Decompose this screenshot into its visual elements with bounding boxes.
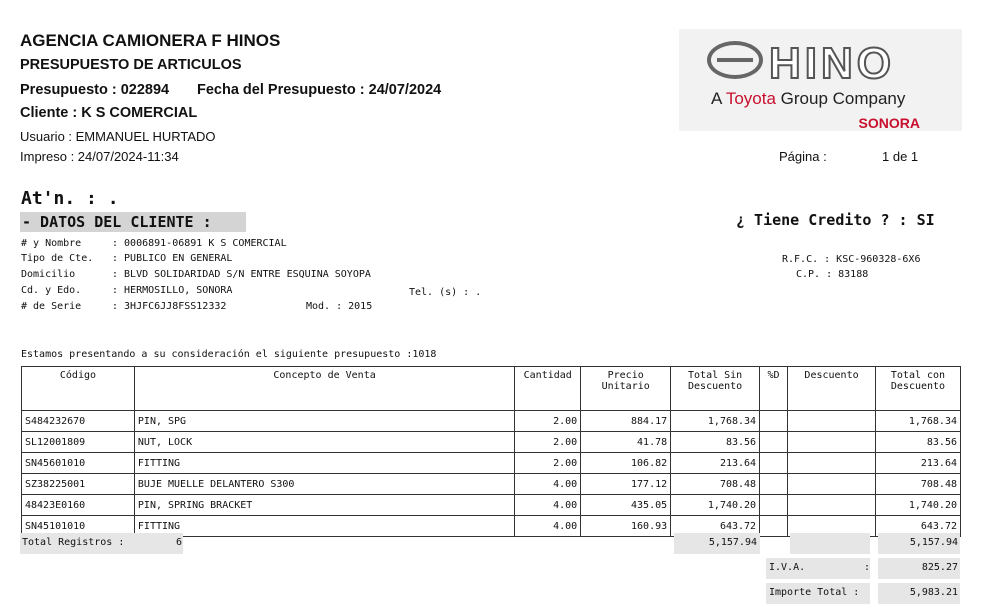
- cell-precio: 106.82: [581, 453, 671, 474]
- client-name-value: : 0006891-06891 K S COMERCIAL: [112, 238, 287, 249]
- discount-total-box: [790, 533, 870, 554]
- cell-pct: [760, 432, 788, 453]
- cell-pct: [760, 474, 788, 495]
- cell-descuento: [788, 432, 876, 453]
- document-title: PRESUPUESTO DE ARTICULOS: [20, 57, 242, 73]
- cell-pct: [760, 411, 788, 432]
- client-type-value: : PUBLICO EN GENERAL: [112, 253, 233, 264]
- cell-total-sin: 83.56: [671, 432, 760, 453]
- importe-value: 5,983.21: [909, 587, 958, 598]
- iva-label: I.V.A.: [769, 562, 806, 573]
- col-header-total-sin: Total Sin Descuento: [671, 367, 760, 411]
- hino-emblem-icon: [707, 41, 763, 79]
- col-header-descuento: Descuento: [788, 367, 876, 411]
- user-line: Usuario : EMMANUEL HURTADO: [20, 129, 216, 144]
- cell-pct: [760, 495, 788, 516]
- cell-total-con: 213.64: [875, 453, 960, 474]
- cell-concepto: PIN, SPG: [134, 411, 514, 432]
- total-records-label: Total Registros :: [22, 537, 125, 548]
- col-header-cantidad: Cantidad: [515, 367, 581, 411]
- page-value: 1 de 1: [882, 149, 919, 164]
- total-records-value: 6: [176, 537, 183, 548]
- cell-codigo: SL12001809: [22, 432, 135, 453]
- cell-total-sin: 643.72: [671, 516, 760, 537]
- presupuesto-number: Presupuesto : 022894: [20, 82, 170, 98]
- cell-descuento: [788, 411, 876, 432]
- iva-colon: :: [864, 562, 871, 573]
- cell-codigo: SN45101010: [22, 516, 135, 537]
- hino-logo: [679, 29, 962, 131]
- cell-concepto: BUJE MUELLE DELANTERO S300: [134, 474, 514, 495]
- cell-precio: 435.05: [581, 495, 671, 516]
- cell-precio: 177.12: [581, 474, 671, 495]
- cell-total-sin: 1,768.34: [671, 411, 760, 432]
- cell-pct: [760, 516, 788, 537]
- grand-total-sin: 5,157.94: [708, 537, 757, 548]
- client-name: Cliente : K S COMERCIAL: [20, 105, 198, 121]
- col-header-codigo: Código: [22, 367, 135, 411]
- address-value: : BLVD SOLIDARIDAD S/N ENTRE ESQUINA SOYOPA: [112, 269, 371, 280]
- serial-label: # de Serie: [21, 301, 82, 312]
- cell-cantidad: 4.00: [515, 474, 581, 495]
- items-table: [21, 366, 961, 537]
- city-value: : HERMOSILLO, SONORA: [112, 285, 233, 296]
- cell-precio: 884.17: [581, 411, 671, 432]
- cell-concepto: FITTING: [134, 453, 514, 474]
- table-row: [22, 453, 961, 474]
- grand-total-con: 5,157.94: [909, 537, 958, 548]
- credit-status: ¿ Tiene Credito ? : SI: [736, 211, 935, 229]
- page-label: Página :: [779, 149, 827, 164]
- cell-cantidad: 2.00: [515, 432, 581, 453]
- cell-precio: 41.78: [581, 432, 671, 453]
- cell-codigo: 48423E0160: [22, 495, 135, 516]
- cell-total-con: 83.56: [875, 432, 960, 453]
- presupuesto-date: Fecha del Presupuesto : 24/07/2024: [197, 82, 442, 98]
- table-row: [22, 411, 961, 432]
- cell-cantidad: 4.00: [515, 516, 581, 537]
- client-data-title: - DATOS DEL CLIENTE :: [22, 213, 212, 231]
- cell-cantidad: 2.00: [515, 453, 581, 474]
- client-type-label: Tipo de Cte.: [21, 253, 94, 264]
- cell-total-con: 643.72: [875, 516, 960, 537]
- hino-wordmark: HINO: [769, 39, 895, 88]
- printed-line: Impreso : 24/07/2024-11:34: [20, 149, 179, 164]
- cell-codigo: S484232670: [22, 411, 135, 432]
- cell-precio: 160.93: [581, 516, 671, 537]
- col-header-precio: Precio Unitario: [581, 367, 671, 411]
- col-header-total-con: Total con Descuento: [875, 367, 960, 411]
- table-header-row: [22, 367, 961, 411]
- rfc-line: R.F.C. : KSC-960328-6X6: [782, 254, 921, 265]
- cell-cantidad: 4.00: [515, 495, 581, 516]
- importe-label: Importe Total :: [769, 587, 860, 598]
- cell-total-sin: 213.64: [671, 453, 760, 474]
- address-label: Domicilio: [21, 269, 76, 280]
- table-row: [22, 495, 961, 516]
- table-row: [22, 474, 961, 495]
- cell-total-sin: 708.48: [671, 474, 760, 495]
- serial-value: : 3HJFC6JJ8FSS12332: [112, 301, 227, 312]
- cell-cantidad: 2.00: [515, 411, 581, 432]
- postal-code-line: C.P. : 83188: [796, 269, 869, 280]
- company-name: AGENCIA CAMIONERA F HINOS: [20, 31, 281, 50]
- col-header-concepto: Concepto de Venta: [134, 367, 514, 411]
- cell-total-sin: 1,740.20: [671, 495, 760, 516]
- cell-concepto: NUT, LOCK: [134, 432, 514, 453]
- table-row: [22, 432, 961, 453]
- model-line: Mod. : 2015: [306, 301, 373, 312]
- cell-concepto: PIN, SPRING BRACKET: [134, 495, 514, 516]
- iva-value: 825.27: [921, 562, 958, 573]
- cell-descuento: [788, 495, 876, 516]
- cell-descuento: [788, 474, 876, 495]
- cell-codigo: SN45601010: [22, 453, 135, 474]
- cell-total-con: 1,768.34: [875, 411, 960, 432]
- city-label: Cd. y Edo.: [21, 285, 82, 296]
- intro-line: Estamos presentando a su consideración el siguiente presupuesto :1018: [21, 349, 437, 360]
- cell-concepto: FITTING: [134, 516, 514, 537]
- cell-codigo: SZ38225001: [22, 474, 135, 495]
- phone-line: Tel. (s) : .: [409, 287, 482, 298]
- attention-line: At'n. : .: [21, 188, 119, 209]
- region-label: SONORA: [858, 115, 920, 131]
- cell-total-con: 708.48: [875, 474, 960, 495]
- col-header-pct: %D: [760, 367, 788, 411]
- cell-descuento: [788, 453, 876, 474]
- client-name-label: # y Nombre: [21, 238, 82, 249]
- toyota-tagline: A Toyota Group Company: [711, 89, 906, 108]
- cell-pct: [760, 453, 788, 474]
- cell-total-con: 1,740.20: [875, 495, 960, 516]
